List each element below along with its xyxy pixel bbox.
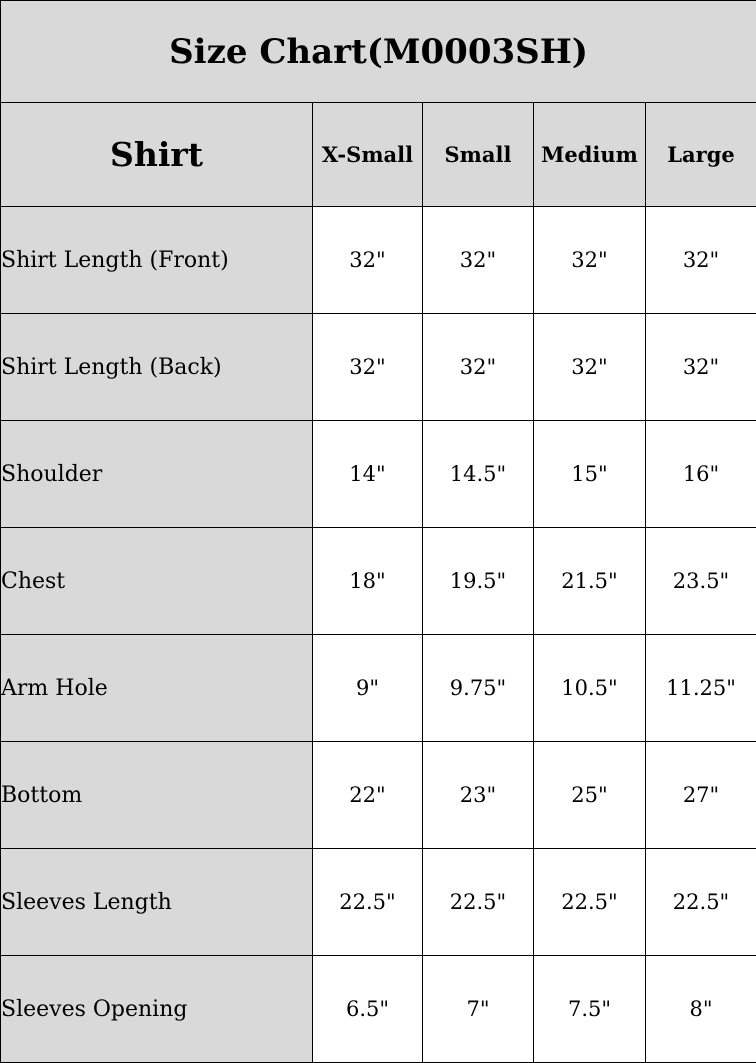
measurement-value: 32" bbox=[423, 207, 534, 314]
measurement-value: 22.5" bbox=[423, 849, 534, 956]
measurement-value: 9.75" bbox=[423, 635, 534, 742]
measurement-value: 16" bbox=[646, 421, 756, 528]
garment-type-label: Shirt bbox=[1, 103, 313, 207]
measurement-label: Sleeves Opening bbox=[1, 956, 313, 1063]
measurement-value: 11.25" bbox=[646, 635, 756, 742]
measurement-label: Bottom bbox=[1, 742, 313, 849]
measurement-label: Chest bbox=[1, 528, 313, 635]
measurement-label: Arm Hole bbox=[1, 635, 313, 742]
measurement-value: 15" bbox=[534, 421, 646, 528]
table-row bbox=[1, 742, 756, 849]
measurement-value: 32" bbox=[646, 207, 756, 314]
table-row bbox=[1, 956, 756, 1063]
measurement-value: 32" bbox=[423, 314, 534, 421]
measurement-value: 9" bbox=[313, 635, 423, 742]
table-row bbox=[1, 314, 756, 421]
table-row bbox=[1, 207, 756, 314]
table-row bbox=[1, 849, 756, 956]
measurement-value: 25" bbox=[534, 742, 646, 849]
measurement-label: Shirt Length (Front) bbox=[1, 207, 313, 314]
measurement-label: Shoulder bbox=[1, 421, 313, 528]
measurement-value: 22.5" bbox=[646, 849, 756, 956]
column-header-x-small: X-Small bbox=[313, 103, 423, 207]
table-row bbox=[1, 421, 756, 528]
measurement-value: 23" bbox=[423, 742, 534, 849]
measurement-value: 27" bbox=[646, 742, 756, 849]
table-row bbox=[1, 528, 756, 635]
measurement-value: 19.5" bbox=[423, 528, 534, 635]
measurement-value: 7" bbox=[423, 956, 534, 1063]
column-header-large: Large bbox=[646, 103, 756, 207]
column-header-small: Small bbox=[423, 103, 534, 207]
measurement-value: 18" bbox=[313, 528, 423, 635]
measurement-value: 32" bbox=[313, 207, 423, 314]
measurement-value: 22" bbox=[313, 742, 423, 849]
measurement-value: 32" bbox=[534, 314, 646, 421]
column-header-medium: Medium bbox=[534, 103, 646, 207]
measurement-value: 32" bbox=[646, 314, 756, 421]
measurement-value: 14.5" bbox=[423, 421, 534, 528]
measurement-value: 22.5" bbox=[313, 849, 423, 956]
measurement-value: 10.5" bbox=[534, 635, 646, 742]
measurement-value: 32" bbox=[534, 207, 646, 314]
measurement-label: Shirt Length (Back) bbox=[1, 314, 313, 421]
measurement-value: 23.5" bbox=[646, 528, 756, 635]
measurement-label: Sleeves Length bbox=[1, 849, 313, 956]
measurement-value: 21.5" bbox=[534, 528, 646, 635]
measurement-value: 22.5" bbox=[534, 849, 646, 956]
page-title: Size Chart(M0003SH) bbox=[1, 1, 756, 103]
title-row bbox=[1, 1, 756, 103]
measurement-value: 14" bbox=[313, 421, 423, 528]
table-header-row bbox=[1, 103, 756, 207]
measurement-value: 32" bbox=[313, 314, 423, 421]
measurement-value: 8" bbox=[646, 956, 756, 1063]
measurement-value: 7.5" bbox=[534, 956, 646, 1063]
measurement-value: 6.5" bbox=[313, 956, 423, 1063]
table-row bbox=[1, 635, 756, 742]
